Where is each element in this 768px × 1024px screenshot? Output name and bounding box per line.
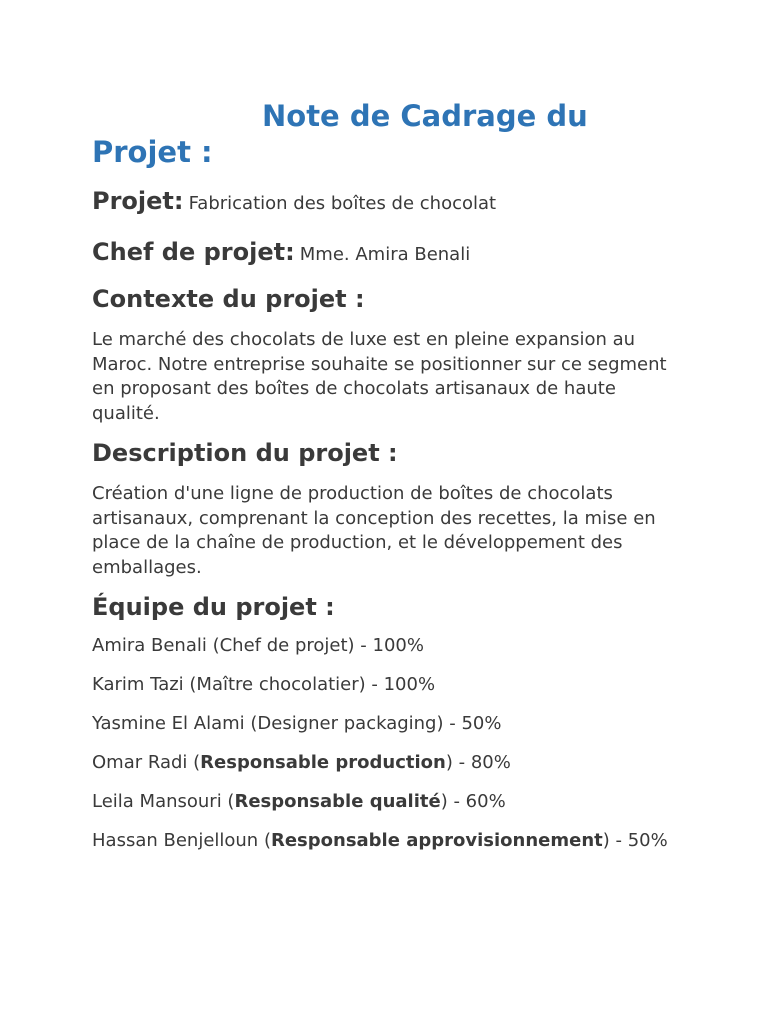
team-member	[92, 790, 682, 815]
member-name: Leila Mansouri (	[92, 791, 235, 812]
description-heading: Description du projet :	[92, 439, 398, 467]
team-member	[92, 751, 682, 776]
document-title: Note de Cadrage du Projet :	[92, 99, 588, 169]
manager-label: Chef de projet:	[92, 238, 295, 266]
team-heading: Équipe du projet :	[92, 593, 335, 621]
team-list	[92, 634, 682, 854]
team-member	[92, 673, 682, 698]
member-role: Chef de projet	[219, 635, 348, 656]
member-role: Responsable qualité	[234, 791, 441, 812]
team-member	[92, 829, 682, 854]
member-role: Responsable production	[200, 752, 446, 773]
description-paragraph: Création d'une ligne de production de boîtes de chocolats artisanaux, comprenant la conception des recettes, la mise en place de la chaîne de production, et le développement des emballages.	[92, 483, 656, 578]
context-heading: Contexte du projet :	[92, 285, 365, 313]
member-allocation: ) - 50%	[436, 713, 502, 734]
member-name: Omar Radi (	[92, 752, 201, 773]
member-allocation: ) - 60%	[440, 791, 506, 812]
manager-value: Mme. Amira Benali	[299, 244, 471, 265]
team-member	[92, 634, 682, 659]
member-allocation: ) - 100%	[347, 635, 424, 656]
member-role: Responsable approvisionnement	[270, 830, 603, 851]
member-name: Hassan Benjelloun (	[92, 830, 271, 851]
member-name: Yasmine El Alami (	[92, 713, 258, 734]
member-allocation: ) - 50%	[602, 830, 668, 851]
team-member	[92, 712, 682, 737]
context-paragraph: Le marché des chocolats de luxe est en pleine expansion au Maroc. Notre entreprise souhaite se positionner sur ce segment en proposant des boîtes de chocolats artisanaux de haute qualité.	[92, 329, 667, 424]
project-value: Fabrication des boîtes de chocolat	[188, 193, 497, 214]
member-role: Maître chocolatier	[196, 674, 359, 695]
manager-field	[92, 235, 682, 272]
member-name: Karim Tazi (	[92, 674, 197, 695]
project-field	[92, 184, 682, 221]
member-allocation: ) - 80%	[445, 752, 511, 773]
member-role: Designer packaging	[257, 713, 437, 734]
member-name: Amira Benali (	[92, 635, 220, 656]
project-label: Projet:	[92, 187, 184, 215]
member-allocation: ) - 100%	[358, 674, 436, 695]
